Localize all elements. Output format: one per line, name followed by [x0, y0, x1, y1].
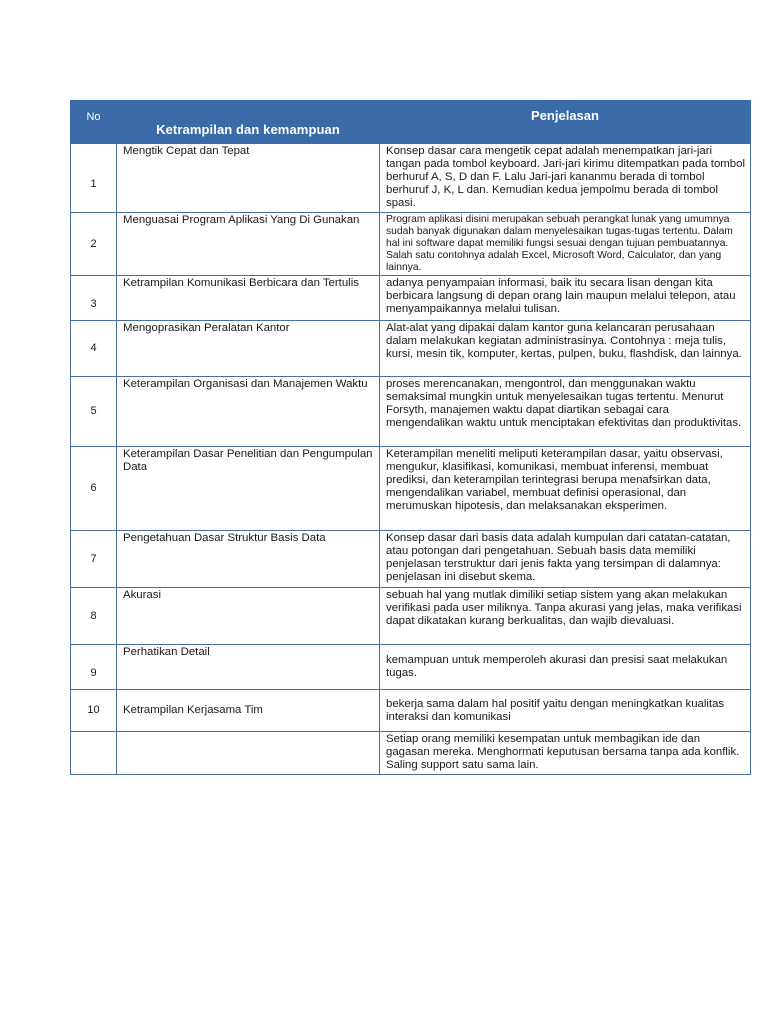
row-number: 2 [71, 213, 117, 276]
row-skill: Akurasi [117, 588, 380, 645]
row-skill: Keterampilan Organisasi dan Manajemen Waktu [117, 377, 380, 447]
row-skill: Menguasai Program Aplikasi Yang Di Gunakan [117, 213, 380, 276]
row-skill: Mengtik Cepat dan Tepat [117, 144, 380, 213]
row-number: 9 [71, 645, 117, 690]
skills-table [70, 100, 751, 775]
header-skill: Ketrampilan dan kemampuan [117, 101, 380, 144]
row-description: bekerja sama dalam hal positif yaitu dengan meningkatkan kualitas interaksi dan komunikasi [380, 690, 751, 732]
row-skill: Pengetahuan Dasar Struktur Basis Data [117, 531, 380, 588]
table-row [71, 377, 751, 447]
row-description: sebuah hal yang mutlak dimiliki setiap sistem yang akan melakukan verifikasi pada user miliknya. Tanpa akurasi yang jelas, maka verifikasi dapat dikatakan kurang berkualitas, dan wajib dievaluasi. [380, 588, 751, 645]
table-row [71, 321, 751, 377]
row-skill: Perhatikan Detail [117, 645, 380, 690]
row-description: proses merencanakan, mengontrol, dan menggunakan waktu semaksimal mungkin untuk menyelesaikan tugas tertentu. Menurut Forsyth, manajemen waktu dapat diartikan sebagai cara mengendalikan waktu untuk menciptakan efektivitas dan produktivitas. [380, 377, 751, 447]
row-description: kemampuan untuk memperoleh akurasi dan presisi saat melakukan tugas. [380, 645, 751, 690]
row-description: Konsep dasar dari basis data adalah kumpulan dari catatan-catatan, atau potongan dari pengetahuan. Sebuah basis data memiliki penjelasan terstruktur dari jenis fakta yang tersimpan di dalamnya: penjelasan ini disebut skema. [380, 531, 751, 588]
row-number: 10 [71, 690, 117, 732]
table-row [71, 690, 751, 732]
row-skill: Ketrampilan Kerjasama Tim [117, 690, 380, 732]
table-row [71, 144, 751, 213]
row-description: Konsep dasar cara mengetik cepat adalah menempatkan jari-jari tangan pada tombol keyboard. Jari-jari kirimu ditempatkan pada tombol berhuruf A, S, D dan F. Lalu Jari-jari kananmu berada di tombol berhuruf J, K, L dan. Kemudian kedua jempolmu berada di tombol spasi. [380, 144, 751, 213]
table-header-row [71, 101, 751, 144]
table-row [71, 645, 751, 690]
row-skill [117, 732, 380, 775]
row-number: 6 [71, 447, 117, 531]
row-number: 7 [71, 531, 117, 588]
row-description: adanya penyampaian informasi, baik itu secara lisan dengan kita berbicara langsung di depan orang lain maupun melalui telepon, atau menyampaikannya melalui tulisan. [380, 276, 751, 321]
table-row [71, 276, 751, 321]
row-number: 3 [71, 276, 117, 321]
row-skill: Keterampilan Dasar Penelitian dan Pengumpulan Data [117, 447, 380, 531]
header-no: No [71, 101, 117, 144]
table-row [71, 732, 751, 775]
table-row [71, 213, 751, 276]
row-description: Alat-alat yang dipakai dalam kantor guna kelancaran perusahaan dalam melakukan kegiatan administrasinya. Contohnya : meja tulis, kursi, mesin tik, komputer, kertas, pulpen, buku, flashdisk, dan lainnya. [380, 321, 751, 377]
table-row [71, 447, 751, 531]
table-row [71, 531, 751, 588]
table-row [71, 588, 751, 645]
row-description: Keterampilan meneliti meliputi keterampilan dasar, yaitu observasi, mengukur, klasifikasi, komunikasi, membuat inferensi, membuat prediksi, dan keterampilan terintegrasi berupa menafsirkan data, mengendalikan variabel, membuat definisi operasional, dan merumuskan hipotesis, dan melaksanakan eksperimen. [380, 447, 751, 531]
row-number: 5 [71, 377, 117, 447]
row-skill: Mengoprasikan Peralatan Kantor [117, 321, 380, 377]
row-number [71, 732, 117, 775]
row-number: 1 [71, 144, 117, 213]
row-number: 4 [71, 321, 117, 377]
row-skill: Ketrampilan Komunikasi Berbicara dan Tertulis [117, 276, 380, 321]
header-description: Penjelasan [380, 101, 751, 144]
row-number: 8 [71, 588, 117, 645]
row-description: Program aplikasi disini merupakan sebuah perangkat lunak yang umumnya sudah banyak digunakan dalam menyelesaikan tugas-tugas tertentu. Dalam hal ini software dapat memiliki fungsi sesuai dengan tujuan pembuatannya. Salah satu contohnya adalah Excel, Microsoft Word, Calculator, dan yang lainnya. [380, 213, 751, 276]
row-description: Setiap orang memiliki kesempatan untuk membagikan ide dan gagasan mereka. Menghormati keputusan bersama tanpa ada konflik. Saling support satu sama lain. [380, 732, 751, 775]
